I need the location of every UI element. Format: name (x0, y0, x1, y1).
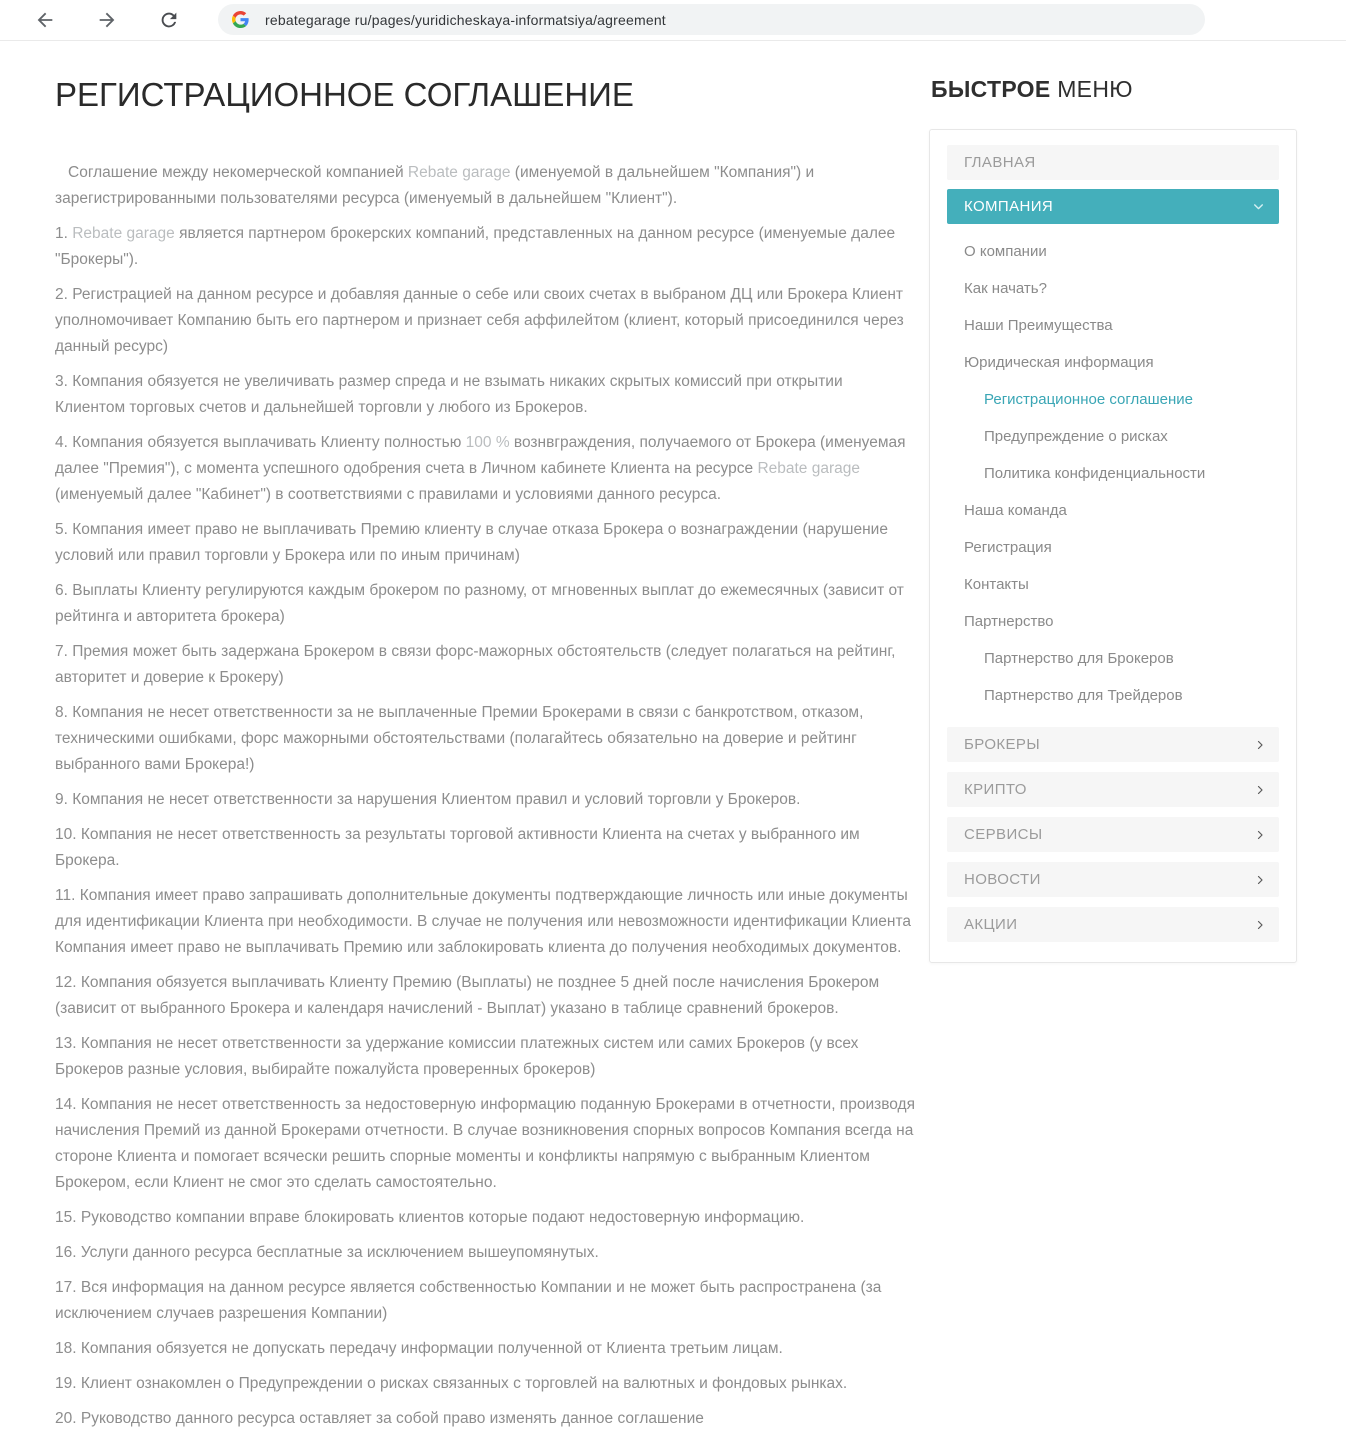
highlight-text: 100 % (465, 434, 510, 451)
agreement-clause: Соглашение между некомерческой компанией Rebate garage (именуемой в дальнейшем "Компания") и зарегистрированными пользователями ресурса (именуемый в дальнейшем "Клиент"). (55, 164, 815, 207)
menu-section-label: АКЦИИ (964, 916, 1018, 933)
chevron-right-icon (1254, 739, 1266, 751)
submenu-item[interactable]: Предупреждение о рисках (984, 428, 1168, 445)
menu-item-company-active[interactable] (947, 189, 1279, 224)
agreement-clause: 10. Компания не несет ответственность за результаты торговой активности Клиента на счетах у выбранного им Брокера. (55, 826, 860, 869)
submenu-item[interactable]: О компании (964, 243, 1047, 260)
agreement-clause: 17. Вся информация на данном ресурсе является собственностью Компании и не может быть распространена (за исключением случаев разрешения Компании) (55, 1279, 882, 1322)
submenu-item[interactable]: Контакты (964, 576, 1029, 593)
submenu-item[interactable]: Партнерство для Брокеров (984, 650, 1174, 667)
agreement-clause: 18. Компания обязуется не допускать передачу информации полученной от Клиента третьим лицам. (55, 1340, 783, 1357)
submenu-item[interactable]: Регистрация (964, 539, 1052, 556)
agreement-clause: 8. Компания не несет ответственности за не выплаченные Премии Брокерами в связи с банкротством, отказом, техническими ошибками, форс мажорными обстоятельствами (полагайтесь обязательно на доверие и рейтинг выбранного вами Брокера!) (55, 704, 864, 773)
agreement-clause: 3. Компания обязуется не увеличивать размер спреда и не взымать никаких скрытых комиссий при открытии Клиентом торговых счетов и дальнейшей торговли у любого из Брокеров. (55, 373, 843, 416)
chevron-down-icon (1252, 200, 1265, 213)
menu-section-label: КРИПТО (964, 781, 1027, 798)
highlight-text: Rebate garage (407, 164, 511, 181)
agreement-clause: 12. Компания обязуется выплачивать Клиенту Премию (Выплаты) не позднее 5 дней после начисления Брокером (зависит от выбранного Брокера и календаря начислений - Выплат) указано в таблице сравнений брокеров. (55, 974, 880, 1017)
menu-section-label: НОВОСТИ (964, 871, 1041, 888)
menu-item-home[interactable] (947, 145, 1279, 180)
menu-item-company-label: КОМПАНИЯ (964, 198, 1054, 215)
menu-item-home-label: ГЛАВНАЯ (964, 154, 1036, 171)
chevron-right-icon (1254, 784, 1266, 796)
agreement-clause: 4. Компания обязуется выплачивать Клиенту полностью 100 % вознвграждения, получаемого от Брокера (именуемая далее "Премия"), с момента успешного одобрения счета в Личном кабинете Клиента на ресурсе Rebate garage (именуемый далее "Кабинет") в соответствиями с правилами и условиями данного ресурса. (55, 434, 906, 503)
submenu-item[interactable]: Партнерство для Трейдеров (984, 687, 1183, 704)
agreement-clause: 9. Компания не несет ответственности за нарушения Клиентом правил и условий торговли у Брокеров. (55, 791, 801, 808)
menu-section-label: БРОКЕРЫ (964, 736, 1041, 753)
submenu-item[interactable]: Как начать? (964, 280, 1047, 297)
quick-menu-title (931, 76, 1297, 103)
highlight-text: Rebate garage (72, 225, 175, 242)
agreement-clause: 20. Руководство данного ресурса оставляет за собой право изменять данное соглашение (55, 1410, 704, 1427)
agreement-clause: 11. Компания имеет право запрашивать дополнительные документы подтверждающие личность или иные документы для идентификации Клиента при необходимости. В случае не получения или невозможности идентификации Клиента Компания имеет право не выплачивать Премию или заблокировать клиента до получения необходимых документов. (55, 887, 911, 956)
back-button[interactable] (34, 9, 56, 31)
url-text: rebategarage ru/pages/yuridicheskaya-informatsiya/agreement (265, 11, 666, 28)
reload-icon (158, 9, 180, 31)
agreement-clause: 16. Услуги данного ресурса бесплатные за исключением вышеупомянутых. (55, 1244, 599, 1261)
submenu-item[interactable]: Наши Преимущества (964, 317, 1113, 334)
forward-button[interactable] (96, 9, 118, 31)
chevron-right-icon (1254, 874, 1266, 886)
bottom-menu (947, 727, 1279, 942)
agreement-clause: 6. Выплаты Клиенту регулируются каждым брокером по разному, от мгновенных выплат до ежемесячных (зависит от рейтинга и авторитета брокера) (55, 582, 904, 625)
submenu-item-active[interactable]: Регистрационное соглашение (984, 391, 1193, 408)
submenu-item[interactable]: Наша команда (964, 502, 1067, 519)
agreement-clause: 14. Компания не несет ответственность за недостоверную информацию поданную Брокерами в отчетности, производя начисления Премий из данной Брокерами отчетности. В случае возникновения спорных вопросов Компания всегда на стороне Клиента и помогает всячески решить спорные моменты и конфликты напрямую с выбранным Клиентом Брокером, если Клиент не смог это сделать самостоятельно. (55, 1096, 915, 1191)
highlight-text: Rebate garage (757, 460, 860, 477)
agreement-article (55, 76, 917, 1441)
page-title: РЕГИСТРАЦИОННОЕ СОГЛАШЕНИЕ (55, 76, 634, 113)
submenu-item[interactable]: Юридическая информация (964, 354, 1154, 371)
submenu-item[interactable]: Партнерство (964, 613, 1054, 630)
chevron-right-icon (1254, 829, 1266, 841)
menu-section[interactable] (947, 907, 1279, 942)
url-bar[interactable] (218, 4, 1205, 35)
quick-menu-panel (929, 129, 1297, 963)
browser-toolbar (0, 0, 1346, 41)
reload-button[interactable] (158, 9, 180, 31)
menu-section-label: СЕРВИСЫ (964, 826, 1043, 843)
chevron-right-icon (1254, 919, 1266, 931)
agreement-clause: 13. Компания не несет ответственности за удержание комиссии платежных систем или самих Брокеров (у всех Брокеров разные условия, выбирайте пожалуйста проверенных брокеров) (55, 1035, 859, 1078)
agreement-clause: 15. Руководство компании вправе блокировать клиентов которые подают недостоверную информацию. (55, 1209, 805, 1226)
google-favicon-icon (232, 11, 249, 28)
agreement-clause: 2. Регистрацией на данном ресурсе и добавляя данные о себе или своих счетах в выбраном ДЦ или Брокера Клиент уполномочивает Компанию быть его партнером и признает себя аффилейтом (клиент, который присоединился через данный ресурс) (55, 286, 904, 355)
menu-section[interactable] (947, 727, 1279, 762)
company-submenu (947, 233, 1279, 714)
menu-section[interactable] (947, 817, 1279, 852)
agreement-clauses (55, 160, 917, 1432)
submenu-item[interactable]: Политика конфиденциальности (984, 465, 1206, 482)
quick-menu-title-light: МЕНЮ (1057, 76, 1133, 102)
agreement-clause: 5. Компания имеет право не выплачивать Премию клиенту в случае отказа Брокера о вознаграждении (нарушение условий или правил торговли у Брокера или по иным причинам) (55, 521, 888, 564)
arrow-right-icon (96, 9, 118, 31)
agreement-clause: 1. Rebate garage является партнером брокерских компаний, представленных на данном ресурсе (именуемые далее "Брокеры"). (55, 225, 896, 268)
quick-menu-sidebar (929, 76, 1297, 963)
menu-section[interactable] (947, 862, 1279, 897)
agreement-clause: 7. Премия может быть задержана Брокером в связи форс-мажорных обстоятельств (следует полагаться на рейтинг, авторитет и доверие к Брокеру) (55, 643, 896, 686)
quick-menu-title-bold: БЫСТРОЕ (931, 76, 1051, 102)
arrow-left-icon (34, 9, 56, 31)
menu-section[interactable] (947, 772, 1279, 807)
agreement-clause: 19. Клиент ознакомлен о Предупреждении о рисках связанных с торговлей на валютных и фондовых рынках. (55, 1375, 848, 1392)
